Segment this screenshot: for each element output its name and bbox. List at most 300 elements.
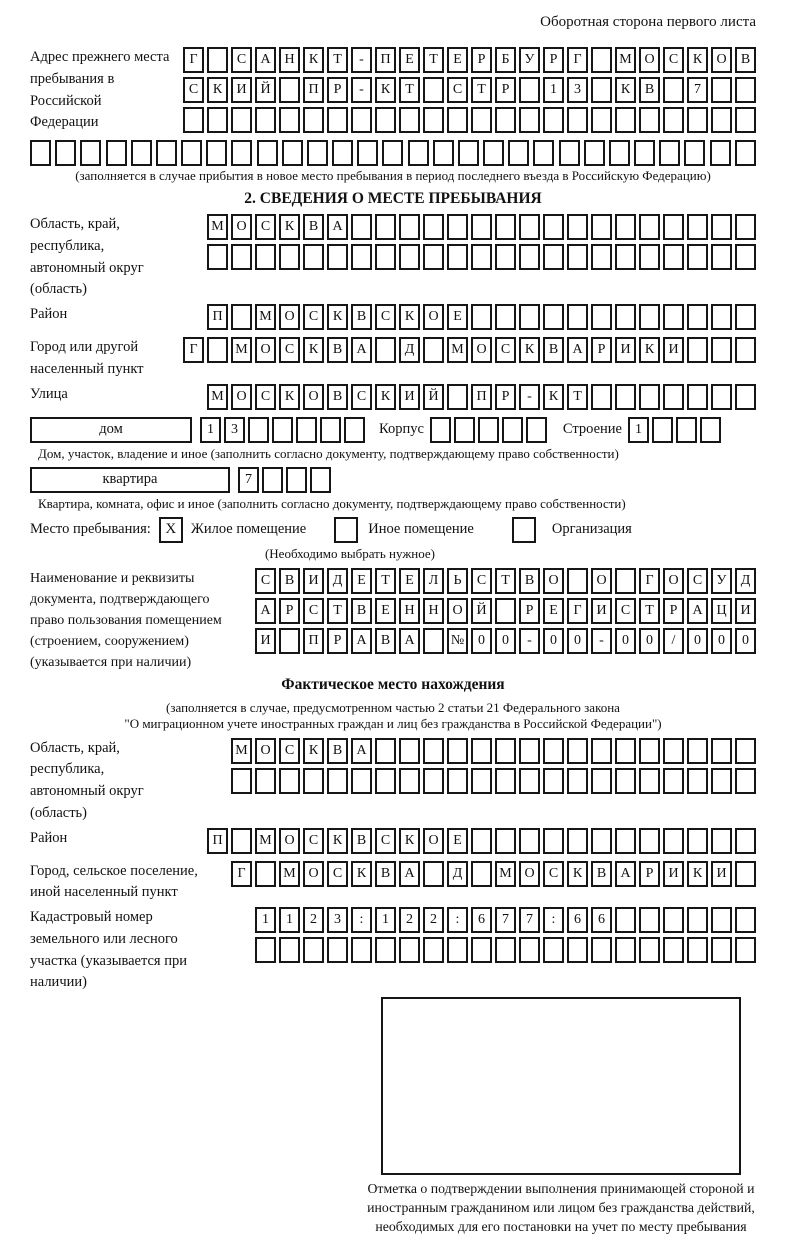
form-cell[interactable]: О (279, 828, 300, 854)
form-cell[interactable]: В (591, 861, 612, 887)
form-cell[interactable] (399, 768, 420, 794)
form-cell[interactable]: С (303, 304, 324, 330)
form-cell[interactable]: О (591, 568, 612, 594)
form-cell[interactable] (423, 738, 444, 764)
form-cell[interactable] (615, 738, 636, 764)
form-cell[interactable] (735, 937, 756, 963)
form-cell[interactable]: В (735, 47, 756, 73)
form-cell[interactable] (543, 937, 564, 963)
form-cell[interactable]: Е (543, 598, 564, 624)
form-cell[interactable]: Д (735, 568, 756, 594)
form-cell[interactable] (591, 828, 612, 854)
form-cell[interactable] (735, 77, 756, 103)
form-cell[interactable] (639, 828, 660, 854)
form-cell[interactable] (591, 304, 612, 330)
form-cell[interactable]: К (399, 828, 420, 854)
form-cell[interactable] (711, 907, 732, 933)
form-cell[interactable] (639, 384, 660, 410)
form-cell[interactable]: С (471, 568, 492, 594)
form-cell[interactable]: С (351, 384, 372, 410)
form-cell[interactable] (711, 214, 732, 240)
form-cell[interactable]: К (639, 337, 660, 363)
form-cell[interactable] (639, 244, 660, 270)
form-cell[interactable] (502, 417, 523, 443)
form-cell[interactable]: О (231, 384, 252, 410)
form-cell[interactable]: М (279, 861, 300, 887)
form-cell[interactable]: 3 (224, 417, 245, 443)
form-cell[interactable] (495, 768, 516, 794)
form-cell[interactable]: С (255, 568, 276, 594)
form-cell[interactable]: 7 (519, 907, 540, 933)
form-cell[interactable] (609, 140, 630, 166)
form-cell[interactable]: 0 (711, 628, 732, 654)
form-cell[interactable] (207, 244, 228, 270)
form-cell[interactable] (231, 107, 252, 133)
form-cell[interactable] (423, 937, 444, 963)
form-cell[interactable]: П (303, 77, 324, 103)
form-cell[interactable]: Е (399, 568, 420, 594)
form-cell[interactable]: Й (255, 77, 276, 103)
form-cell[interactable]: : (447, 907, 468, 933)
checkbox-inoe[interactable] (334, 517, 358, 543)
form-cell[interactable]: В (639, 77, 660, 103)
form-cell[interactable] (423, 77, 444, 103)
form-cell[interactable]: А (567, 337, 588, 363)
form-cell[interactable] (454, 417, 475, 443)
form-cell[interactable] (543, 304, 564, 330)
form-cell[interactable] (663, 107, 684, 133)
form-cell[interactable] (382, 140, 403, 166)
form-cell[interactable] (495, 304, 516, 330)
form-cell[interactable] (458, 140, 479, 166)
form-cell[interactable] (296, 417, 317, 443)
form-cell[interactable] (255, 107, 276, 133)
form-cell[interactable] (615, 937, 636, 963)
form-cell[interactable] (399, 738, 420, 764)
form-cell[interactable] (684, 140, 705, 166)
form-cell[interactable] (533, 140, 554, 166)
form-cell[interactable] (206, 140, 227, 166)
form-cell[interactable] (711, 244, 732, 270)
form-cell[interactable]: С (687, 568, 708, 594)
form-cell[interactable] (615, 107, 636, 133)
form-cell[interactable]: И (255, 628, 276, 654)
form-cell[interactable] (519, 828, 540, 854)
form-cell[interactable] (327, 937, 348, 963)
form-cell[interactable] (543, 244, 564, 270)
form-cell[interactable]: Н (423, 598, 444, 624)
form-cell[interactable] (615, 907, 636, 933)
kvartira-box[interactable]: квартира (30, 467, 230, 493)
form-cell[interactable]: П (471, 384, 492, 410)
form-cell[interactable] (423, 768, 444, 794)
form-cell[interactable]: В (279, 568, 300, 594)
form-cell[interactable] (303, 937, 324, 963)
form-cell[interactable]: 0 (567, 628, 588, 654)
form-cell[interactable] (375, 738, 396, 764)
form-cell[interactable] (652, 417, 673, 443)
form-cell[interactable] (351, 937, 372, 963)
form-cell[interactable]: В (327, 738, 348, 764)
form-cell[interactable] (279, 244, 300, 270)
form-cell[interactable] (659, 140, 680, 166)
form-cell[interactable] (471, 738, 492, 764)
form-cell[interactable] (711, 384, 732, 410)
form-cell[interactable] (711, 937, 732, 963)
form-cell[interactable]: Б (495, 47, 516, 73)
form-cell[interactable]: С (543, 861, 564, 887)
form-cell[interactable]: М (615, 47, 636, 73)
form-cell[interactable] (471, 768, 492, 794)
form-cell[interactable]: Г (183, 337, 204, 363)
form-cell[interactable] (615, 214, 636, 240)
form-cell[interactable] (543, 768, 564, 794)
form-cell[interactable] (327, 244, 348, 270)
form-cell[interactable]: Т (327, 598, 348, 624)
form-cell[interactable] (591, 384, 612, 410)
form-cell[interactable]: 1 (543, 77, 564, 103)
checkbox-org[interactable] (512, 517, 536, 543)
form-cell[interactable] (255, 861, 276, 887)
form-cell[interactable]: С (255, 384, 276, 410)
form-cell[interactable] (303, 768, 324, 794)
form-cell[interactable]: А (351, 628, 372, 654)
form-cell[interactable]: С (303, 598, 324, 624)
form-cell[interactable]: 7 (495, 907, 516, 933)
form-cell[interactable]: Г (231, 861, 252, 887)
form-cell[interactable] (207, 47, 228, 73)
form-cell[interactable]: П (207, 828, 228, 854)
form-cell[interactable] (639, 937, 660, 963)
form-cell[interactable]: Т (399, 77, 420, 103)
form-cell[interactable]: Е (351, 568, 372, 594)
dom-box[interactable]: дом (30, 417, 192, 443)
form-cell[interactable] (543, 828, 564, 854)
form-cell[interactable]: 7 (687, 77, 708, 103)
form-cell[interactable] (399, 214, 420, 240)
form-cell[interactable] (357, 140, 378, 166)
form-cell[interactable]: Р (639, 861, 660, 887)
form-cell[interactable] (231, 828, 252, 854)
form-cell[interactable]: Т (495, 568, 516, 594)
form-cell[interactable]: О (447, 598, 468, 624)
form-cell[interactable]: Р (663, 598, 684, 624)
form-cell[interactable] (711, 107, 732, 133)
form-cell[interactable] (687, 304, 708, 330)
form-cell[interactable] (567, 568, 588, 594)
form-cell[interactable] (279, 937, 300, 963)
form-cell[interactable] (567, 304, 588, 330)
form-cell[interactable] (80, 140, 101, 166)
form-cell[interactable]: И (399, 384, 420, 410)
form-cell[interactable]: Р (495, 77, 516, 103)
form-cell[interactable]: 1 (628, 417, 649, 443)
form-cell[interactable] (519, 107, 540, 133)
form-cell[interactable]: - (519, 628, 540, 654)
form-cell[interactable] (519, 77, 540, 103)
form-cell[interactable] (615, 828, 636, 854)
form-cell[interactable] (508, 140, 529, 166)
form-cell[interactable]: А (255, 47, 276, 73)
form-cell[interactable] (282, 140, 303, 166)
form-cell[interactable] (495, 107, 516, 133)
form-cell[interactable]: К (327, 828, 348, 854)
form-cell[interactable]: С (663, 47, 684, 73)
form-cell[interactable]: У (711, 568, 732, 594)
form-cell[interactable] (430, 417, 451, 443)
form-cell[interactable]: Т (471, 77, 492, 103)
form-cell[interactable]: А (687, 598, 708, 624)
form-cell[interactable]: 2 (303, 907, 324, 933)
form-cell[interactable]: О (639, 47, 660, 73)
form-cell[interactable] (567, 828, 588, 854)
form-cell[interactable] (567, 937, 588, 963)
form-cell[interactable] (55, 140, 76, 166)
form-cell[interactable] (327, 768, 348, 794)
form-cell[interactable]: Р (279, 598, 300, 624)
form-cell[interactable]: Т (375, 568, 396, 594)
form-cell[interactable]: А (351, 738, 372, 764)
form-cell[interactable] (471, 244, 492, 270)
form-cell[interactable] (591, 47, 612, 73)
form-cell[interactable] (399, 244, 420, 270)
form-cell[interactable]: А (399, 628, 420, 654)
form-cell[interactable]: Г (567, 598, 588, 624)
form-cell[interactable] (591, 738, 612, 764)
form-cell[interactable]: Р (543, 47, 564, 73)
form-cell[interactable] (663, 907, 684, 933)
form-cell[interactable] (735, 768, 756, 794)
form-cell[interactable]: Т (567, 384, 588, 410)
form-cell[interactable] (519, 738, 540, 764)
form-cell[interactable] (231, 244, 252, 270)
form-cell[interactable] (687, 828, 708, 854)
form-cell[interactable]: К (615, 77, 636, 103)
form-cell[interactable] (519, 214, 540, 240)
form-cell[interactable]: К (327, 304, 348, 330)
form-cell[interactable]: И (231, 77, 252, 103)
form-cell[interactable]: С (279, 738, 300, 764)
form-cell[interactable] (663, 828, 684, 854)
form-cell[interactable]: И (591, 598, 612, 624)
form-cell[interactable] (711, 738, 732, 764)
form-cell[interactable] (375, 337, 396, 363)
form-cell[interactable] (495, 828, 516, 854)
form-cell[interactable]: Е (375, 598, 396, 624)
form-cell[interactable]: - (519, 384, 540, 410)
form-cell[interactable]: Н (399, 598, 420, 624)
form-cell[interactable] (567, 107, 588, 133)
form-cell[interactable]: 0 (615, 628, 636, 654)
form-cell[interactable] (663, 384, 684, 410)
form-cell[interactable] (495, 937, 516, 963)
form-cell[interactable] (634, 140, 655, 166)
form-cell[interactable] (471, 214, 492, 240)
form-cell[interactable]: К (687, 47, 708, 73)
form-cell[interactable]: № (447, 628, 468, 654)
form-cell[interactable]: - (591, 628, 612, 654)
form-cell[interactable]: 1 (279, 907, 300, 933)
form-cell[interactable]: О (231, 214, 252, 240)
form-cell[interactable] (471, 937, 492, 963)
form-cell[interactable] (423, 861, 444, 887)
form-cell[interactable] (447, 738, 468, 764)
form-cell[interactable] (279, 77, 300, 103)
form-cell[interactable]: И (663, 861, 684, 887)
form-cell[interactable]: С (279, 337, 300, 363)
form-cell[interactable]: Р (327, 628, 348, 654)
form-cell[interactable]: Е (447, 304, 468, 330)
form-cell[interactable]: С (183, 77, 204, 103)
form-cell[interactable] (433, 140, 454, 166)
form-cell[interactable] (687, 738, 708, 764)
form-cell[interactable]: К (399, 304, 420, 330)
form-cell[interactable]: К (375, 77, 396, 103)
form-cell[interactable]: К (519, 337, 540, 363)
form-cell[interactable] (735, 214, 756, 240)
form-cell[interactable] (181, 140, 202, 166)
form-cell[interactable]: : (351, 907, 372, 933)
form-cell[interactable]: М (255, 304, 276, 330)
form-cell[interactable] (351, 768, 372, 794)
form-cell[interactable]: В (327, 337, 348, 363)
form-cell[interactable]: Й (423, 384, 444, 410)
form-cell[interactable] (351, 214, 372, 240)
form-cell[interactable] (286, 467, 307, 493)
form-cell[interactable] (526, 417, 547, 443)
form-cell[interactable] (663, 214, 684, 240)
form-cell[interactable] (559, 140, 580, 166)
form-cell[interactable] (106, 140, 127, 166)
form-cell[interactable] (351, 244, 372, 270)
form-cell[interactable]: О (471, 337, 492, 363)
form-cell[interactable] (447, 384, 468, 410)
form-cell[interactable]: 6 (567, 907, 588, 933)
form-cell[interactable] (423, 214, 444, 240)
form-cell[interactable] (471, 304, 492, 330)
form-cell[interactable]: 0 (471, 628, 492, 654)
form-cell[interactable] (447, 768, 468, 794)
form-cell[interactable] (131, 140, 152, 166)
form-cell[interactable]: В (375, 628, 396, 654)
form-cell[interactable] (183, 107, 204, 133)
form-cell[interactable] (495, 244, 516, 270)
form-cell[interactable]: 0 (543, 628, 564, 654)
form-cell[interactable] (711, 828, 732, 854)
form-cell[interactable] (711, 304, 732, 330)
form-cell[interactable] (207, 107, 228, 133)
form-cell[interactable] (591, 107, 612, 133)
form-cell[interactable] (375, 107, 396, 133)
form-cell[interactable] (483, 140, 504, 166)
form-cell[interactable]: 3 (327, 907, 348, 933)
form-cell[interactable]: 3 (567, 77, 588, 103)
form-cell[interactable]: О (303, 384, 324, 410)
form-cell[interactable]: В (303, 214, 324, 240)
form-cell[interactable] (615, 244, 636, 270)
form-cell[interactable]: Р (519, 598, 540, 624)
form-cell[interactable] (423, 337, 444, 363)
form-cell[interactable]: 0 (735, 628, 756, 654)
form-cell[interactable]: К (303, 47, 324, 73)
form-cell[interactable] (257, 140, 278, 166)
form-cell[interactable] (700, 417, 721, 443)
form-cell[interactable] (471, 107, 492, 133)
form-cell[interactable]: 0 (495, 628, 516, 654)
form-cell[interactable]: В (351, 598, 372, 624)
form-cell[interactable]: Е (447, 828, 468, 854)
form-cell[interactable] (303, 244, 324, 270)
form-cell[interactable] (255, 768, 276, 794)
form-cell[interactable]: У (519, 47, 540, 73)
form-cell[interactable] (255, 244, 276, 270)
form-cell[interactable]: Й (471, 598, 492, 624)
form-cell[interactable]: И (711, 861, 732, 887)
form-cell[interactable]: : (543, 907, 564, 933)
form-cell[interactable] (344, 417, 365, 443)
form-cell[interactable] (687, 937, 708, 963)
form-cell[interactable]: И (663, 337, 684, 363)
form-cell[interactable] (327, 107, 348, 133)
form-cell[interactable] (351, 107, 372, 133)
form-cell[interactable]: Д (447, 861, 468, 887)
form-cell[interactable] (303, 107, 324, 133)
form-cell[interactable]: Ь (447, 568, 468, 594)
form-cell[interactable] (310, 467, 331, 493)
form-cell[interactable] (478, 417, 499, 443)
form-cell[interactable] (471, 828, 492, 854)
form-cell[interactable] (255, 937, 276, 963)
form-cell[interactable]: А (255, 598, 276, 624)
form-cell[interactable]: 1 (255, 907, 276, 933)
form-cell[interactable] (231, 140, 252, 166)
form-cell[interactable]: Т (639, 598, 660, 624)
form-cell[interactable]: К (303, 337, 324, 363)
form-cell[interactable] (735, 337, 756, 363)
form-cell[interactable] (519, 937, 540, 963)
form-cell[interactable]: / (663, 628, 684, 654)
form-cell[interactable]: П (375, 47, 396, 73)
form-cell[interactable]: Г (183, 47, 204, 73)
form-cell[interactable] (519, 304, 540, 330)
form-cell[interactable]: С (231, 47, 252, 73)
form-cell[interactable] (231, 768, 252, 794)
form-cell[interactable] (408, 140, 429, 166)
form-cell[interactable] (584, 140, 605, 166)
form-cell[interactable]: О (519, 861, 540, 887)
form-cell[interactable] (735, 304, 756, 330)
form-cell[interactable]: С (615, 598, 636, 624)
form-cell[interactable] (399, 937, 420, 963)
form-cell[interactable] (543, 214, 564, 240)
form-cell[interactable]: В (375, 861, 396, 887)
form-cell[interactable] (735, 244, 756, 270)
form-cell[interactable]: А (399, 861, 420, 887)
form-cell[interactable] (156, 140, 177, 166)
form-cell[interactable]: О (279, 304, 300, 330)
form-cell[interactable]: В (327, 384, 348, 410)
form-cell[interactable] (495, 738, 516, 764)
form-cell[interactable] (375, 214, 396, 240)
form-cell[interactable] (519, 244, 540, 270)
form-cell[interactable]: М (231, 337, 252, 363)
form-cell[interactable]: Р (471, 47, 492, 73)
form-cell[interactable] (710, 140, 731, 166)
form-cell[interactable] (663, 244, 684, 270)
form-cell[interactable] (687, 768, 708, 794)
form-cell[interactable] (567, 738, 588, 764)
form-cell[interactable] (495, 598, 516, 624)
